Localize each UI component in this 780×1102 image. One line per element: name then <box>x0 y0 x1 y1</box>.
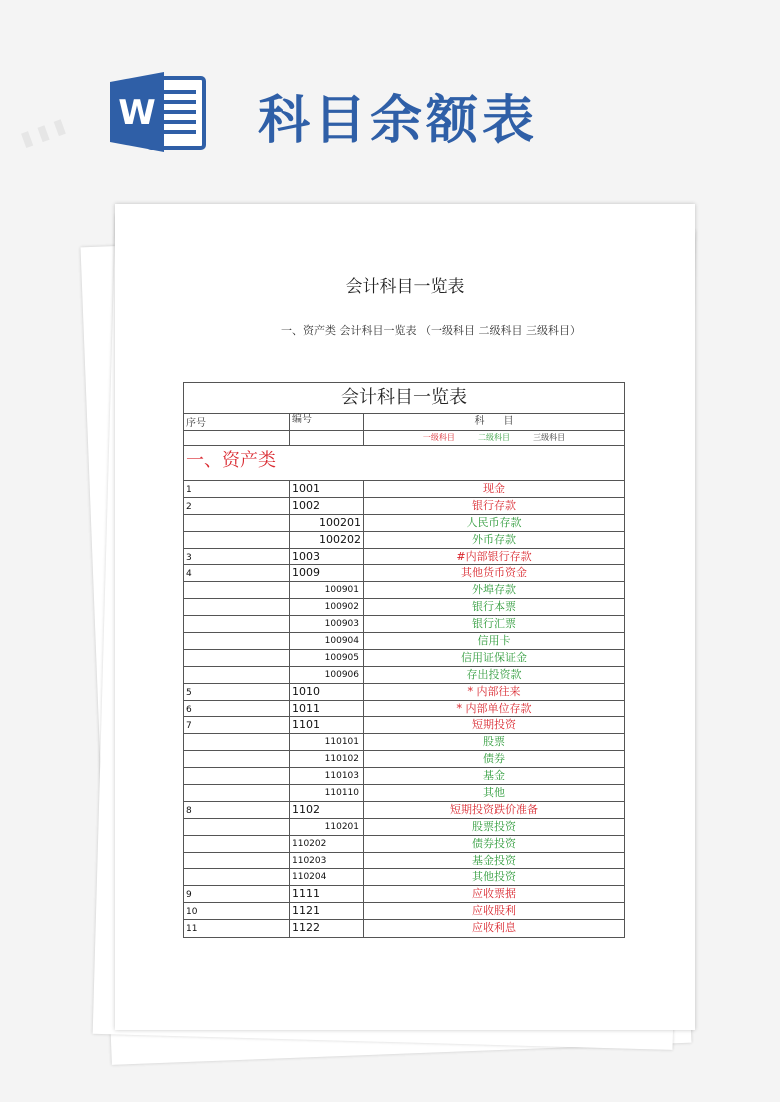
table-row <box>184 684 624 701</box>
accounts-table <box>183 382 625 938</box>
row-code: 110204 <box>290 869 364 885</box>
table-row <box>184 869 624 886</box>
row-subject: 信用证保证金 <box>461 650 527 664</box>
column-seq: 序号 <box>184 414 290 430</box>
row-seq: 5 <box>184 684 290 700</box>
row-code: 100903 <box>290 616 364 632</box>
row-subject: 其他 <box>483 786 505 800</box>
row-code: 1009 <box>290 565 364 581</box>
level2-legend: 二级科目 <box>478 433 510 442</box>
page-title: 科目余额表 <box>258 91 539 151</box>
table-row <box>184 650 624 667</box>
table-row <box>184 751 624 768</box>
row-code: 1102 <box>290 802 364 818</box>
row-subject: 存出投资款 <box>466 667 522 681</box>
table-row <box>184 785 624 802</box>
row-seq <box>184 869 290 885</box>
table-row <box>184 616 624 633</box>
row-seq: 8 <box>184 802 290 818</box>
table-row <box>184 532 624 549</box>
table-row <box>184 920 624 937</box>
row-code: 1002 <box>290 498 364 514</box>
table-row <box>184 515 624 532</box>
row-code: 1011 <box>290 701 364 717</box>
row-code: 110103 <box>290 768 364 784</box>
table-row <box>184 802 624 819</box>
row-subject: 基金 <box>483 769 505 783</box>
row-seq: 7 <box>184 717 290 733</box>
level-legend-row <box>184 431 624 446</box>
row-code: 100201 <box>290 515 364 531</box>
table-row <box>184 886 624 903</box>
row-subject: 信用卡 <box>477 634 511 648</box>
row-subject: 外币存款 <box>472 532 516 546</box>
row-subject: 股票投资 <box>472 819 516 833</box>
table-row <box>184 768 624 785</box>
table-row <box>184 565 624 582</box>
row-subject: 其他货币资金 <box>461 566 527 580</box>
svg-text:W: W <box>118 93 156 133</box>
row-code: 100901 <box>290 582 364 598</box>
row-seq <box>184 785 290 801</box>
row-seq <box>184 532 290 548</box>
row-seq: 11 <box>184 920 290 937</box>
row-seq <box>184 768 290 784</box>
column-code: 编号 <box>290 414 364 430</box>
table-heading: 会计科目一览表 <box>184 383 624 414</box>
row-seq <box>184 582 290 598</box>
row-seq: 10 <box>184 903 290 919</box>
document-title: 会计科目一览表 <box>345 277 465 297</box>
document-subtitle: 一、资产类 会计科目一览表 （一级科目 二级科目 三级科目） <box>281 324 581 337</box>
table-row <box>184 717 624 734</box>
row-seq: 9 <box>184 886 290 902</box>
table-row <box>184 599 624 616</box>
word-document-icon <box>110 72 208 152</box>
table-row <box>184 549 624 566</box>
table-row <box>184 633 624 650</box>
table-row <box>184 667 624 684</box>
column-header-row <box>184 414 624 431</box>
row-code: 100905 <box>290 650 364 666</box>
table-row <box>184 836 624 853</box>
row-code: 1010 <box>290 684 364 700</box>
level1-legend: 一级科目 <box>422 433 455 442</box>
row-subject: 银行本票 <box>472 600 516 614</box>
row-subject: 现金 <box>483 482 505 495</box>
row-code: 110201 <box>290 819 364 835</box>
row-code: 100906 <box>290 667 364 683</box>
row-seq: 1 <box>184 481 290 497</box>
row-seq: 2 <box>184 498 290 514</box>
row-subject: 应收股利 <box>472 904 516 918</box>
row-seq <box>184 616 290 632</box>
row-subject: 外埠存款 <box>472 583 516 597</box>
table-row <box>184 853 624 870</box>
row-code: 100902 <box>290 599 364 615</box>
row-seq <box>184 599 290 615</box>
row-seq <box>184 819 290 835</box>
row-seq <box>184 650 290 666</box>
table-body <box>184 481 624 937</box>
row-seq <box>184 667 290 683</box>
row-subject: 人民币存款 <box>466 515 522 529</box>
row-subject: 债券 <box>483 752 505 766</box>
table-row <box>184 903 624 920</box>
row-code: 1122 <box>290 920 364 937</box>
row-subject: 应收票据 <box>472 887 516 901</box>
table-row <box>184 481 624 498</box>
row-subject: * 内部单位存款 <box>456 701 532 715</box>
section-title: 一、资产类 <box>184 446 624 481</box>
row-code: 1101 <box>290 717 364 733</box>
table-row <box>184 582 624 599</box>
column-subject: 科 目 <box>474 416 514 427</box>
row-subject: 股票 <box>483 735 505 749</box>
row-seq: 3 <box>184 549 290 565</box>
row-seq <box>184 853 290 869</box>
row-code: 100904 <box>290 633 364 649</box>
row-subject: 短期投资跌价准备 <box>450 802 538 816</box>
row-code: 110110 <box>290 785 364 801</box>
row-seq: 4 <box>184 565 290 581</box>
row-code: 1111 <box>290 886 364 902</box>
row-seq: 6 <box>184 701 290 717</box>
row-subject: 债券投资 <box>472 836 516 850</box>
row-subject: 应收利息 <box>472 921 516 935</box>
row-seq <box>184 515 290 531</box>
row-subject: 其他投资 <box>472 870 516 884</box>
row-code: 110101 <box>290 734 364 750</box>
row-subject: * 内部往来 <box>467 684 521 698</box>
row-code: 100202 <box>290 532 364 548</box>
row-subject: 银行存款 <box>472 498 516 512</box>
row-subject: #内部银行存款 <box>456 549 532 563</box>
row-code: 110203 <box>290 853 364 869</box>
row-code: 110102 <box>290 751 364 767</box>
row-seq <box>184 751 290 767</box>
table-row <box>184 819 624 836</box>
row-code: 1001 <box>290 481 364 497</box>
table-row <box>184 701 624 718</box>
row-code: 1003 <box>290 549 364 565</box>
row-subject: 银行汇票 <box>472 617 516 631</box>
row-seq <box>184 734 290 750</box>
document-page <box>115 204 695 1030</box>
row-seq <box>184 836 290 852</box>
row-seq <box>184 633 290 649</box>
row-subject: 短期投资 <box>472 718 516 732</box>
table-row <box>184 498 624 515</box>
row-code: 110202 <box>290 836 364 852</box>
row-subject: 基金投资 <box>472 853 516 867</box>
table-row <box>184 734 624 751</box>
row-code: 1121 <box>290 903 364 919</box>
level3-legend: 三级科目 <box>533 433 566 442</box>
